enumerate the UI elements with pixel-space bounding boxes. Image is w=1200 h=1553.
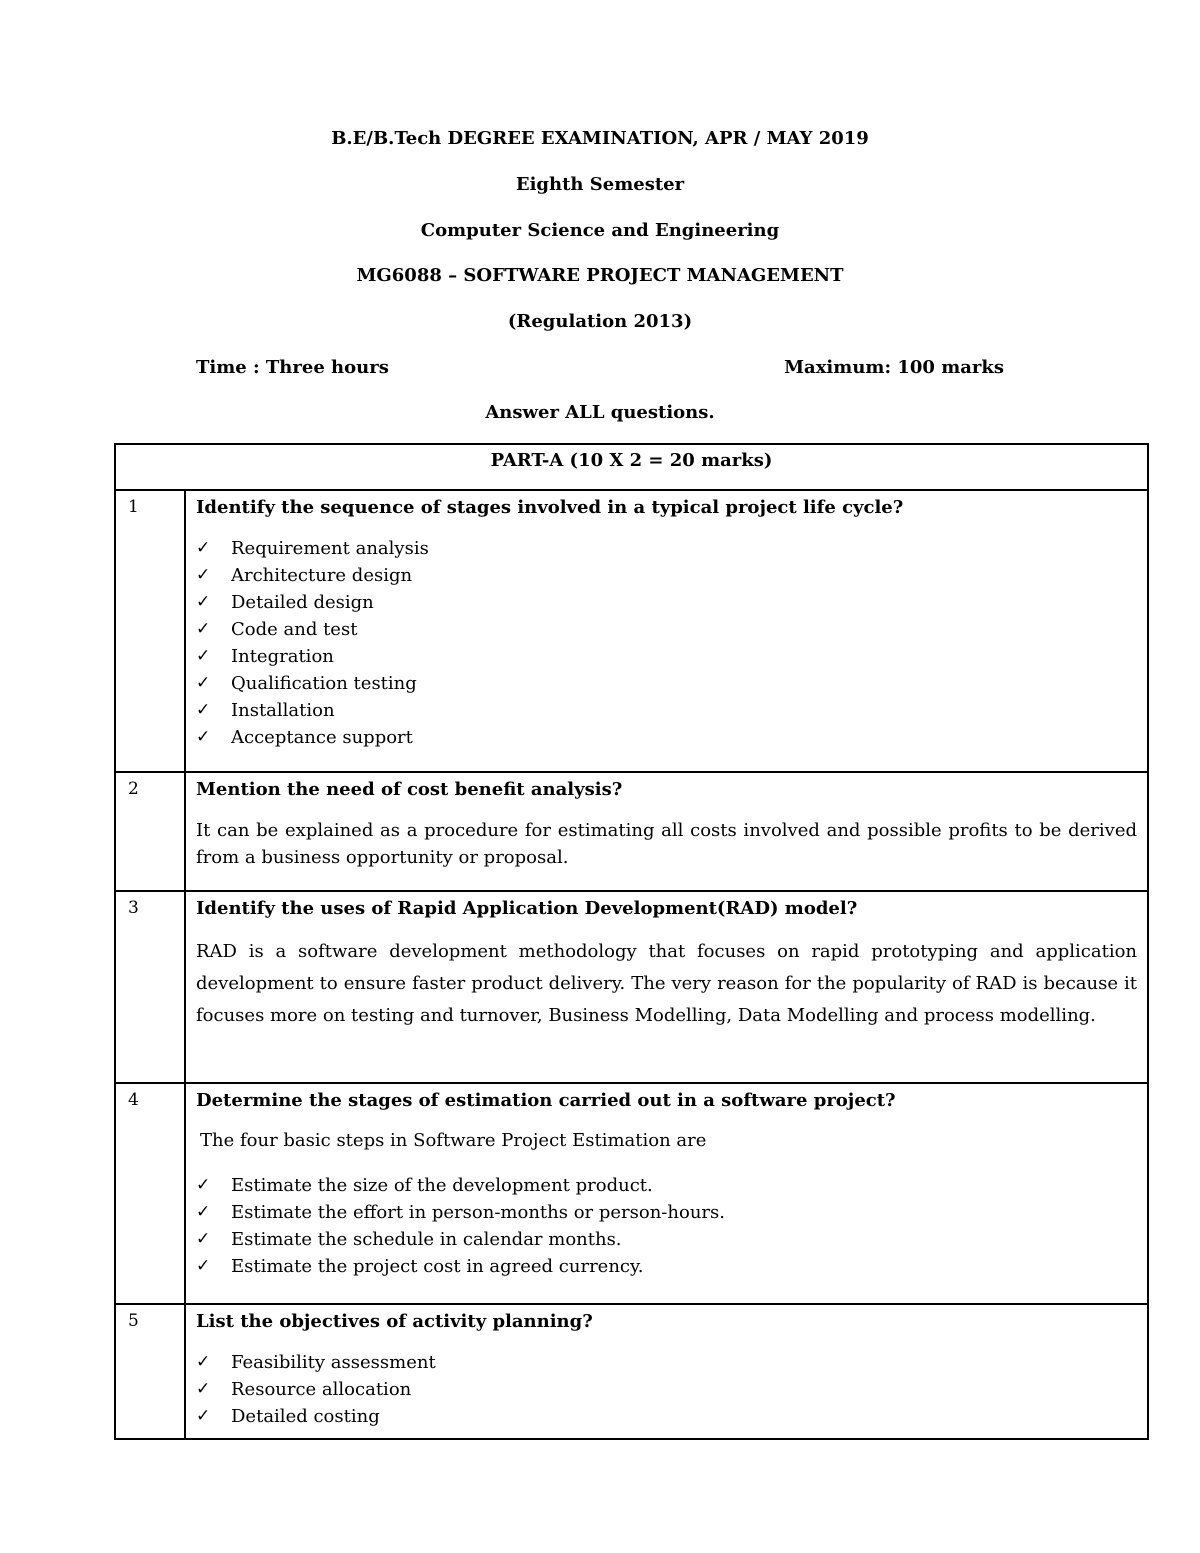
time-marks-row <box>196 356 1004 380</box>
list-item: ✓ Installation <box>196 697 1137 724</box>
question-row <box>115 772 1148 891</box>
part-a-table <box>114 443 1149 1440</box>
question-body <box>185 1083 1148 1304</box>
exam-title: B.E/B.Tech DEGREE EXAMINATION, APR / MAY 2019 <box>331 128 869 149</box>
list-item: ✓ Estimate the size of the development product. <box>196 1172 1137 1199</box>
answer-text: RAD is a software development methodology that focuses on rapid prototyping and application development to ensure faster product delivery. The very reason for the popularity of RAD is because it focuses more on testing and turnover, Business Modelling, Data Modelling and process modelling. <box>196 941 1137 1026</box>
answer-intro: The four basic steps in Software Project Estimation are <box>200 1130 707 1151</box>
semester: Eighth Semester <box>515 174 685 195</box>
question-body <box>185 772 1148 891</box>
list-item: ✓ Resource allocation <box>196 1376 1137 1403</box>
question-number: 3 <box>115 891 185 1083</box>
check-mark-icon: ✓ <box>196 1256 211 1276</box>
list-item: ✓ Architecture design <box>196 562 1137 589</box>
question-text: Determine the stages of estimation carried out in a software project? <box>196 1090 896 1111</box>
question-row <box>115 1083 1148 1304</box>
check-mark-icon: ✓ <box>196 700 211 720</box>
answer-list <box>196 535 1137 751</box>
list-item: ✓ Feasibility assessment <box>196 1349 1137 1376</box>
question-row <box>115 1304 1148 1439</box>
question-row <box>115 891 1148 1083</box>
part-a-header-row <box>115 444 1148 490</box>
question-number: 1 <box>115 490 185 772</box>
list-item: ✓ Detailed design <box>196 589 1137 616</box>
answer-text: It can be explained as a procedure for estimating all costs involved and possible profits to be derived from a business opportunity or proposal. <box>196 820 1137 868</box>
answer-list <box>196 1349 1137 1430</box>
question-text: Identify the uses of Rapid Application Development(RAD) model? <box>196 898 858 919</box>
check-mark-icon: ✓ <box>196 538 211 558</box>
check-mark-icon: ✓ <box>196 1175 211 1195</box>
check-mark-icon: ✓ <box>196 1379 211 1399</box>
check-mark-icon: ✓ <box>196 727 211 747</box>
question-text: List the objectives of activity planning? <box>196 1311 593 1332</box>
question-number: 2 <box>115 772 185 891</box>
list-item: ✓ Detailed costing <box>196 1403 1137 1430</box>
answer-list <box>196 1172 1137 1280</box>
list-item: ✓ Code and test <box>196 616 1137 643</box>
maximum-marks: Maximum: 100 marks <box>784 357 1004 378</box>
check-mark-icon: ✓ <box>196 1352 211 1372</box>
department: Computer Science and Engineering <box>420 220 780 241</box>
part-a-heading: PART-A (10 X 2 = 20 marks) <box>115 444 1148 490</box>
question-body <box>185 490 1148 772</box>
list-item: ✓ Integration <box>196 643 1137 670</box>
list-item: ✓ Estimate the effort in person-months or person-hours. <box>196 1199 1137 1226</box>
regulation: (Regulation 2013) <box>507 311 693 332</box>
check-mark-icon: ✓ <box>196 1406 211 1426</box>
list-item: ✓ Estimate the project cost in agreed currency. <box>196 1253 1137 1280</box>
list-item: ✓ Acceptance support <box>196 724 1137 751</box>
question-number: 5 <box>115 1304 185 1439</box>
check-mark-icon: ✓ <box>196 565 211 585</box>
question-number: 4 <box>115 1083 185 1304</box>
check-mark-icon: ✓ <box>196 1202 211 1222</box>
exam-duration: Time : Three hours <box>196 357 389 378</box>
course-title: MG6088 – SOFTWARE PROJECT MANAGEMENT <box>356 265 844 286</box>
check-mark-icon: ✓ <box>196 619 211 639</box>
check-mark-icon: ✓ <box>196 673 211 693</box>
check-mark-icon: ✓ <box>196 592 211 612</box>
question-text: Identify the sequence of stages involved in a typical project life cycle? <box>196 497 904 518</box>
check-mark-icon: ✓ <box>196 1229 211 1249</box>
instruction: Answer ALL questions. <box>485 402 715 423</box>
question-body <box>185 1304 1148 1439</box>
question-body <box>185 891 1148 1083</box>
list-item: ✓ Estimate the schedule in calendar months. <box>196 1226 1137 1253</box>
question-row <box>115 490 1148 772</box>
check-mark-icon: ✓ <box>196 646 211 666</box>
list-item: ✓ Qualification testing <box>196 670 1137 697</box>
question-text: Mention the need of cost benefit analysis? <box>196 779 623 800</box>
list-item: ✓ Requirement analysis <box>196 535 1137 562</box>
